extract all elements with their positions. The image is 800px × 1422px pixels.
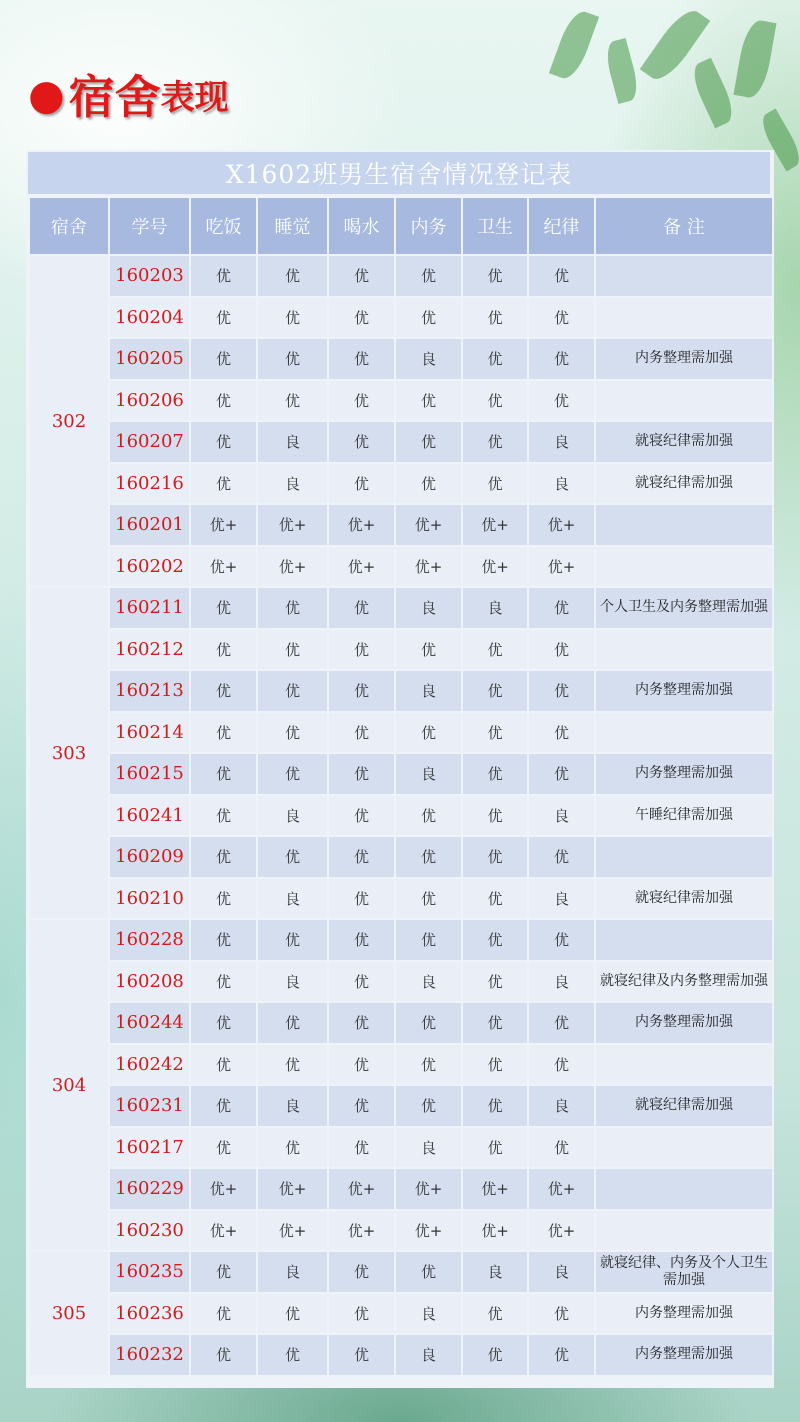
dorm-register-sheet [26,150,774,1388]
water-score-cell: 优 [329,796,394,836]
table-row [30,1128,772,1168]
water-score-cell: 优 [329,879,394,919]
water-score-cell: 优 [329,630,394,670]
table-caption: X1602班男生宿舍情况登记表 [28,152,770,194]
water-score-cell: 优 [329,962,394,1002]
discipline-score-cell: 优 [529,381,594,421]
remarks-cell: 内务整理需加强 [596,671,772,711]
hygiene-score-cell: 优 [463,256,527,296]
water-score-cell: 优 [329,1003,394,1043]
meal-score-cell: 优 [191,422,256,462]
housekeeping-score-cell: 优 [396,298,461,338]
remarks-cell: 就寝纪律需加强 [596,879,772,919]
table-row [30,1252,772,1292]
student-id-cell: 160214 [110,713,189,753]
student-id-cell: 160202 [110,547,189,587]
remarks-cell: 内务整理需加强 [596,1335,772,1375]
discipline-score-cell: 优 [529,256,594,296]
remarks-cell: 内务整理需加强 [596,339,772,379]
housekeeping-score-cell: 良 [396,754,461,794]
housekeeping-score-cell: 优 [396,464,461,504]
table-row [30,1086,772,1126]
student-id-cell: 160212 [110,630,189,670]
housekeeping-score-cell: 优 [396,256,461,296]
remarks-cell: 个人卫生及内务整理需加强 [596,588,772,628]
table-row [30,962,772,1002]
remarks-cell [596,920,772,960]
discipline-score-cell: 优 [529,837,594,877]
discipline-score-cell: 良 [529,422,594,462]
hygiene-score-cell: 优 [463,422,527,462]
meal-score-cell: 优 [191,671,256,711]
housekeeping-score-cell: 优 [396,713,461,753]
meal-score-cell: 优 [191,962,256,1002]
remarks-cell [596,1128,772,1168]
housekeeping-score-cell: 优+ [396,1169,461,1209]
student-id-cell: 160203 [110,256,189,296]
student-id-cell: 160242 [110,1045,189,1085]
remarks-cell [596,1169,772,1209]
hygiene-score-cell: 优 [463,754,527,794]
hygiene-score-cell: 优 [463,1003,527,1043]
discipline-score-cell: 优 [529,1128,594,1168]
water-score-cell: 优 [329,713,394,753]
hygiene-score-cell: 优+ [463,547,527,587]
student-id-cell: 160204 [110,298,189,338]
discipline-score-cell: 良 [529,962,594,1002]
meal-score-cell: 优 [191,1335,256,1375]
table-row [30,879,772,919]
sleep-score-cell: 优+ [258,505,327,545]
student-id-cell: 160209 [110,837,189,877]
discipline-score-cell: 优 [529,630,594,670]
water-score-cell: 优 [329,1086,394,1126]
sleep-score-cell: 优 [258,630,327,670]
remarks-cell: 就寝纪律及内务整理需加强 [596,962,772,1002]
housekeeping-score-cell: 良 [396,588,461,628]
table-row [30,298,772,338]
table-row [30,754,772,794]
hygiene-score-cell: 优 [463,464,527,504]
water-score-cell: 优 [329,920,394,960]
table-row [30,796,772,836]
meal-score-cell: 优 [191,1086,256,1126]
sleep-score-cell: 优 [258,1294,327,1334]
sleep-score-cell: 良 [258,422,327,462]
remarks-cell: 内务整理需加强 [596,1003,772,1043]
title-sub: 表现 [160,77,229,118]
sleep-score-cell: 优+ [258,1169,327,1209]
water-score-cell: 优+ [329,505,394,545]
meal-score-cell: 优 [191,630,256,670]
discipline-score-cell: 优+ [529,1211,594,1251]
remarks-cell [596,630,772,670]
hygiene-score-cell: 优 [463,962,527,1002]
meal-score-cell: 优 [191,1128,256,1168]
hygiene-score-cell: 优+ [463,1169,527,1209]
discipline-score-cell: 优+ [529,505,594,545]
water-score-cell: 优 [329,1045,394,1085]
discipline-score-cell: 良 [529,1086,594,1126]
remarks-cell [596,1045,772,1085]
hygiene-score-cell: 优 [463,671,527,711]
student-id-cell: 160236 [110,1294,189,1334]
sleep-score-cell: 优 [258,1003,327,1043]
discipline-score-cell: 优 [529,1045,594,1085]
dorm-number-cell: 304 [30,920,108,1250]
sleep-score-cell: 优 [258,1335,327,1375]
student-id-cell: 160208 [110,962,189,1002]
sleep-score-cell: 优 [258,671,327,711]
water-score-cell: 优 [329,339,394,379]
sleep-score-cell: 优 [258,381,327,421]
meal-score-cell: 优 [191,920,256,960]
sleep-score-cell: 优 [258,754,327,794]
discipline-score-cell: 优 [529,1294,594,1334]
hygiene-score-cell: 优 [463,298,527,338]
meal-score-cell: 优 [191,837,256,877]
student-id-cell: 160230 [110,1211,189,1251]
student-id-cell: 160207 [110,422,189,462]
water-score-cell: 优 [329,1252,394,1292]
hygiene-score-cell: 优 [463,339,527,379]
table-row [30,1211,772,1251]
housekeeping-score-cell: 优 [396,1045,461,1085]
header-meal: 吃饭 [191,198,256,254]
discipline-score-cell: 良 [529,879,594,919]
meal-score-cell: 优 [191,754,256,794]
hygiene-score-cell: 优 [463,1335,527,1375]
housekeeping-score-cell: 优+ [396,505,461,545]
water-score-cell: 优 [329,464,394,504]
table-row [30,588,772,628]
dorm-number-cell: 305 [30,1252,108,1375]
student-id-cell: 160228 [110,920,189,960]
header-housekeeping: 内务 [396,198,461,254]
sleep-score-cell: 良 [258,1086,327,1126]
housekeeping-score-cell: 优 [396,920,461,960]
housekeeping-score-cell: 优 [396,381,461,421]
meal-score-cell: 优 [191,796,256,836]
hygiene-score-cell: 优+ [463,505,527,545]
header-remarks: 备 注 [596,198,772,254]
remarks-cell: 就寝纪律需加强 [596,422,772,462]
discipline-score-cell: 良 [529,1252,594,1292]
housekeeping-score-cell: 优 [396,1086,461,1126]
discipline-score-cell: 优 [529,1335,594,1375]
housekeeping-score-cell: 优+ [396,547,461,587]
hygiene-score-cell: 优+ [463,1211,527,1251]
student-id-cell: 160201 [110,505,189,545]
table-row [30,339,772,379]
water-score-cell: 优 [329,1128,394,1168]
remarks-cell: 就寝纪律需加强 [596,464,772,504]
discipline-score-cell: 优 [529,1003,594,1043]
dorm-register-table [28,196,774,1377]
hygiene-score-cell: 优 [463,1294,527,1334]
student-id-cell: 160217 [110,1128,189,1168]
meal-score-cell: 优+ [191,505,256,545]
water-score-cell: 优 [329,422,394,462]
page-title [28,62,229,126]
table-row [30,1169,772,1209]
hygiene-score-cell: 优 [463,796,527,836]
remarks-cell [596,1211,772,1251]
student-id-cell: 160215 [110,754,189,794]
meal-score-cell: 优 [191,879,256,919]
remarks-cell: 内务整理需加强 [596,1294,772,1334]
table-row [30,671,772,711]
housekeeping-score-cell: 优 [396,1252,461,1292]
housekeeping-score-cell: 优 [396,837,461,877]
water-score-cell: 优 [329,671,394,711]
sleep-score-cell: 优 [258,713,327,753]
meal-score-cell: 优+ [191,1169,256,1209]
water-score-cell: 优 [329,754,394,794]
water-score-cell: 优 [329,298,394,338]
header-discipline: 纪律 [529,198,594,254]
table-row [30,1335,772,1375]
hygiene-score-cell: 优 [463,1128,527,1168]
sleep-score-cell: 优 [258,920,327,960]
sleep-score-cell: 优 [258,837,327,877]
discipline-score-cell: 优 [529,671,594,711]
table-row [30,381,772,421]
hygiene-score-cell: 良 [463,588,527,628]
hygiene-score-cell: 优 [463,713,527,753]
header-student-id: 学号 [110,198,189,254]
water-score-cell: 优 [329,588,394,628]
housekeeping-score-cell: 良 [396,1335,461,1375]
meal-score-cell: 优+ [191,547,256,587]
water-score-cell: 优 [329,837,394,877]
meal-score-cell: 优 [191,381,256,421]
table-row [30,547,772,587]
table-row [30,920,772,960]
sleep-score-cell: 优 [258,1045,327,1085]
meal-score-cell: 优 [191,1003,256,1043]
sleep-score-cell: 良 [258,464,327,504]
student-id-cell: 160241 [110,796,189,836]
water-score-cell: 优 [329,1294,394,1334]
sleep-score-cell: 优 [258,1128,327,1168]
housekeeping-score-cell: 优 [396,879,461,919]
hygiene-score-cell: 良 [463,1252,527,1292]
housekeeping-score-cell: 良 [396,1128,461,1168]
housekeeping-score-cell: 优 [396,1003,461,1043]
water-score-cell: 优+ [329,1169,394,1209]
dorm-number-cell: 302 [30,256,108,586]
student-id-cell: 160213 [110,671,189,711]
housekeeping-score-cell: 良 [396,339,461,379]
table-row [30,256,772,296]
hygiene-score-cell: 优 [463,920,527,960]
table-header-row [30,198,772,254]
meal-score-cell: 优 [191,1294,256,1334]
sleep-score-cell: 优 [258,256,327,296]
table-row [30,713,772,753]
meal-score-cell: 优 [191,1045,256,1085]
student-id-cell: 160206 [110,381,189,421]
meal-score-cell: 优 [191,298,256,338]
sleep-score-cell: 优 [258,339,327,379]
remarks-cell [596,298,772,338]
meal-score-cell: 优 [191,464,256,504]
remarks-cell [596,505,772,545]
water-score-cell: 优 [329,256,394,296]
remarks-cell [596,837,772,877]
meal-score-cell: 优+ [191,1211,256,1251]
discipline-score-cell: 优 [529,754,594,794]
sleep-score-cell: 良 [258,962,327,1002]
meal-score-cell: 优 [191,339,256,379]
discipline-score-cell: 优 [529,298,594,338]
water-score-cell: 优+ [329,547,394,587]
remarks-cell: 就寝纪律、内务及个人卫生需加强 [596,1252,772,1292]
table-body [30,256,772,1375]
table-row [30,837,772,877]
hygiene-score-cell: 优 [463,630,527,670]
remarks-cell [596,547,772,587]
discipline-score-cell: 优 [529,339,594,379]
water-score-cell: 优 [329,1335,394,1375]
student-id-cell: 160211 [110,588,189,628]
table-row [30,422,772,462]
hygiene-score-cell: 优 [463,837,527,877]
sleep-score-cell: 良 [258,879,327,919]
remarks-cell [596,256,772,296]
table-row [30,505,772,545]
discipline-score-cell: 优 [529,713,594,753]
sleep-score-cell: 优 [258,298,327,338]
student-id-cell: 160231 [110,1086,189,1126]
remarks-cell [596,381,772,421]
student-id-cell: 160216 [110,464,189,504]
title-main: 宿舍 [68,70,161,124]
sleep-score-cell: 良 [258,1252,327,1292]
remarks-cell [596,713,772,753]
sleep-score-cell: 优+ [258,547,327,587]
student-id-cell: 160229 [110,1169,189,1209]
dorm-number-cell: 303 [30,588,108,918]
discipline-score-cell: 优 [529,920,594,960]
discipline-score-cell: 良 [529,464,594,504]
discipline-score-cell: 良 [529,796,594,836]
housekeeping-score-cell: 良 [396,671,461,711]
hygiene-score-cell: 优 [463,879,527,919]
hygiene-score-cell: 优 [463,1045,527,1085]
sleep-score-cell: 良 [258,796,327,836]
table-row [30,630,772,670]
table-row [30,1045,772,1085]
student-id-cell: 160244 [110,1003,189,1043]
table-row [30,464,772,504]
meal-score-cell: 优 [191,256,256,296]
header-hygiene: 卫生 [463,198,527,254]
student-id-cell: 160232 [110,1335,189,1375]
hygiene-score-cell: 优 [463,381,527,421]
meal-score-cell: 优 [191,1252,256,1292]
water-score-cell: 优+ [329,1211,394,1251]
hygiene-score-cell: 优 [463,1086,527,1126]
housekeeping-score-cell: 良 [396,962,461,1002]
discipline-score-cell: 优+ [529,1169,594,1209]
sleep-score-cell: 优 [258,588,327,628]
student-id-cell: 160205 [110,339,189,379]
discipline-score-cell: 优 [529,588,594,628]
remarks-cell: 内务整理需加强 [596,754,772,794]
housekeeping-score-cell: 良 [396,1294,461,1334]
title-bullet: ● [28,69,65,119]
header-dorm: 宿舍 [30,198,108,254]
student-id-cell: 160210 [110,879,189,919]
header-sleep: 睡觉 [258,198,327,254]
remarks-cell: 就寝纪律需加强 [596,1086,772,1126]
housekeeping-score-cell: 优+ [396,1211,461,1251]
student-id-cell: 160235 [110,1252,189,1292]
meal-score-cell: 优 [191,588,256,628]
housekeeping-score-cell: 优 [396,796,461,836]
meal-score-cell: 优 [191,713,256,753]
remarks-cell: 午睡纪律需加强 [596,796,772,836]
table-row [30,1294,772,1334]
table-row [30,1003,772,1043]
water-score-cell: 优 [329,381,394,421]
housekeeping-score-cell: 优 [396,422,461,462]
sleep-score-cell: 优+ [258,1211,327,1251]
discipline-score-cell: 优+ [529,547,594,587]
housekeeping-score-cell: 优 [396,630,461,670]
header-water: 喝水 [329,198,394,254]
